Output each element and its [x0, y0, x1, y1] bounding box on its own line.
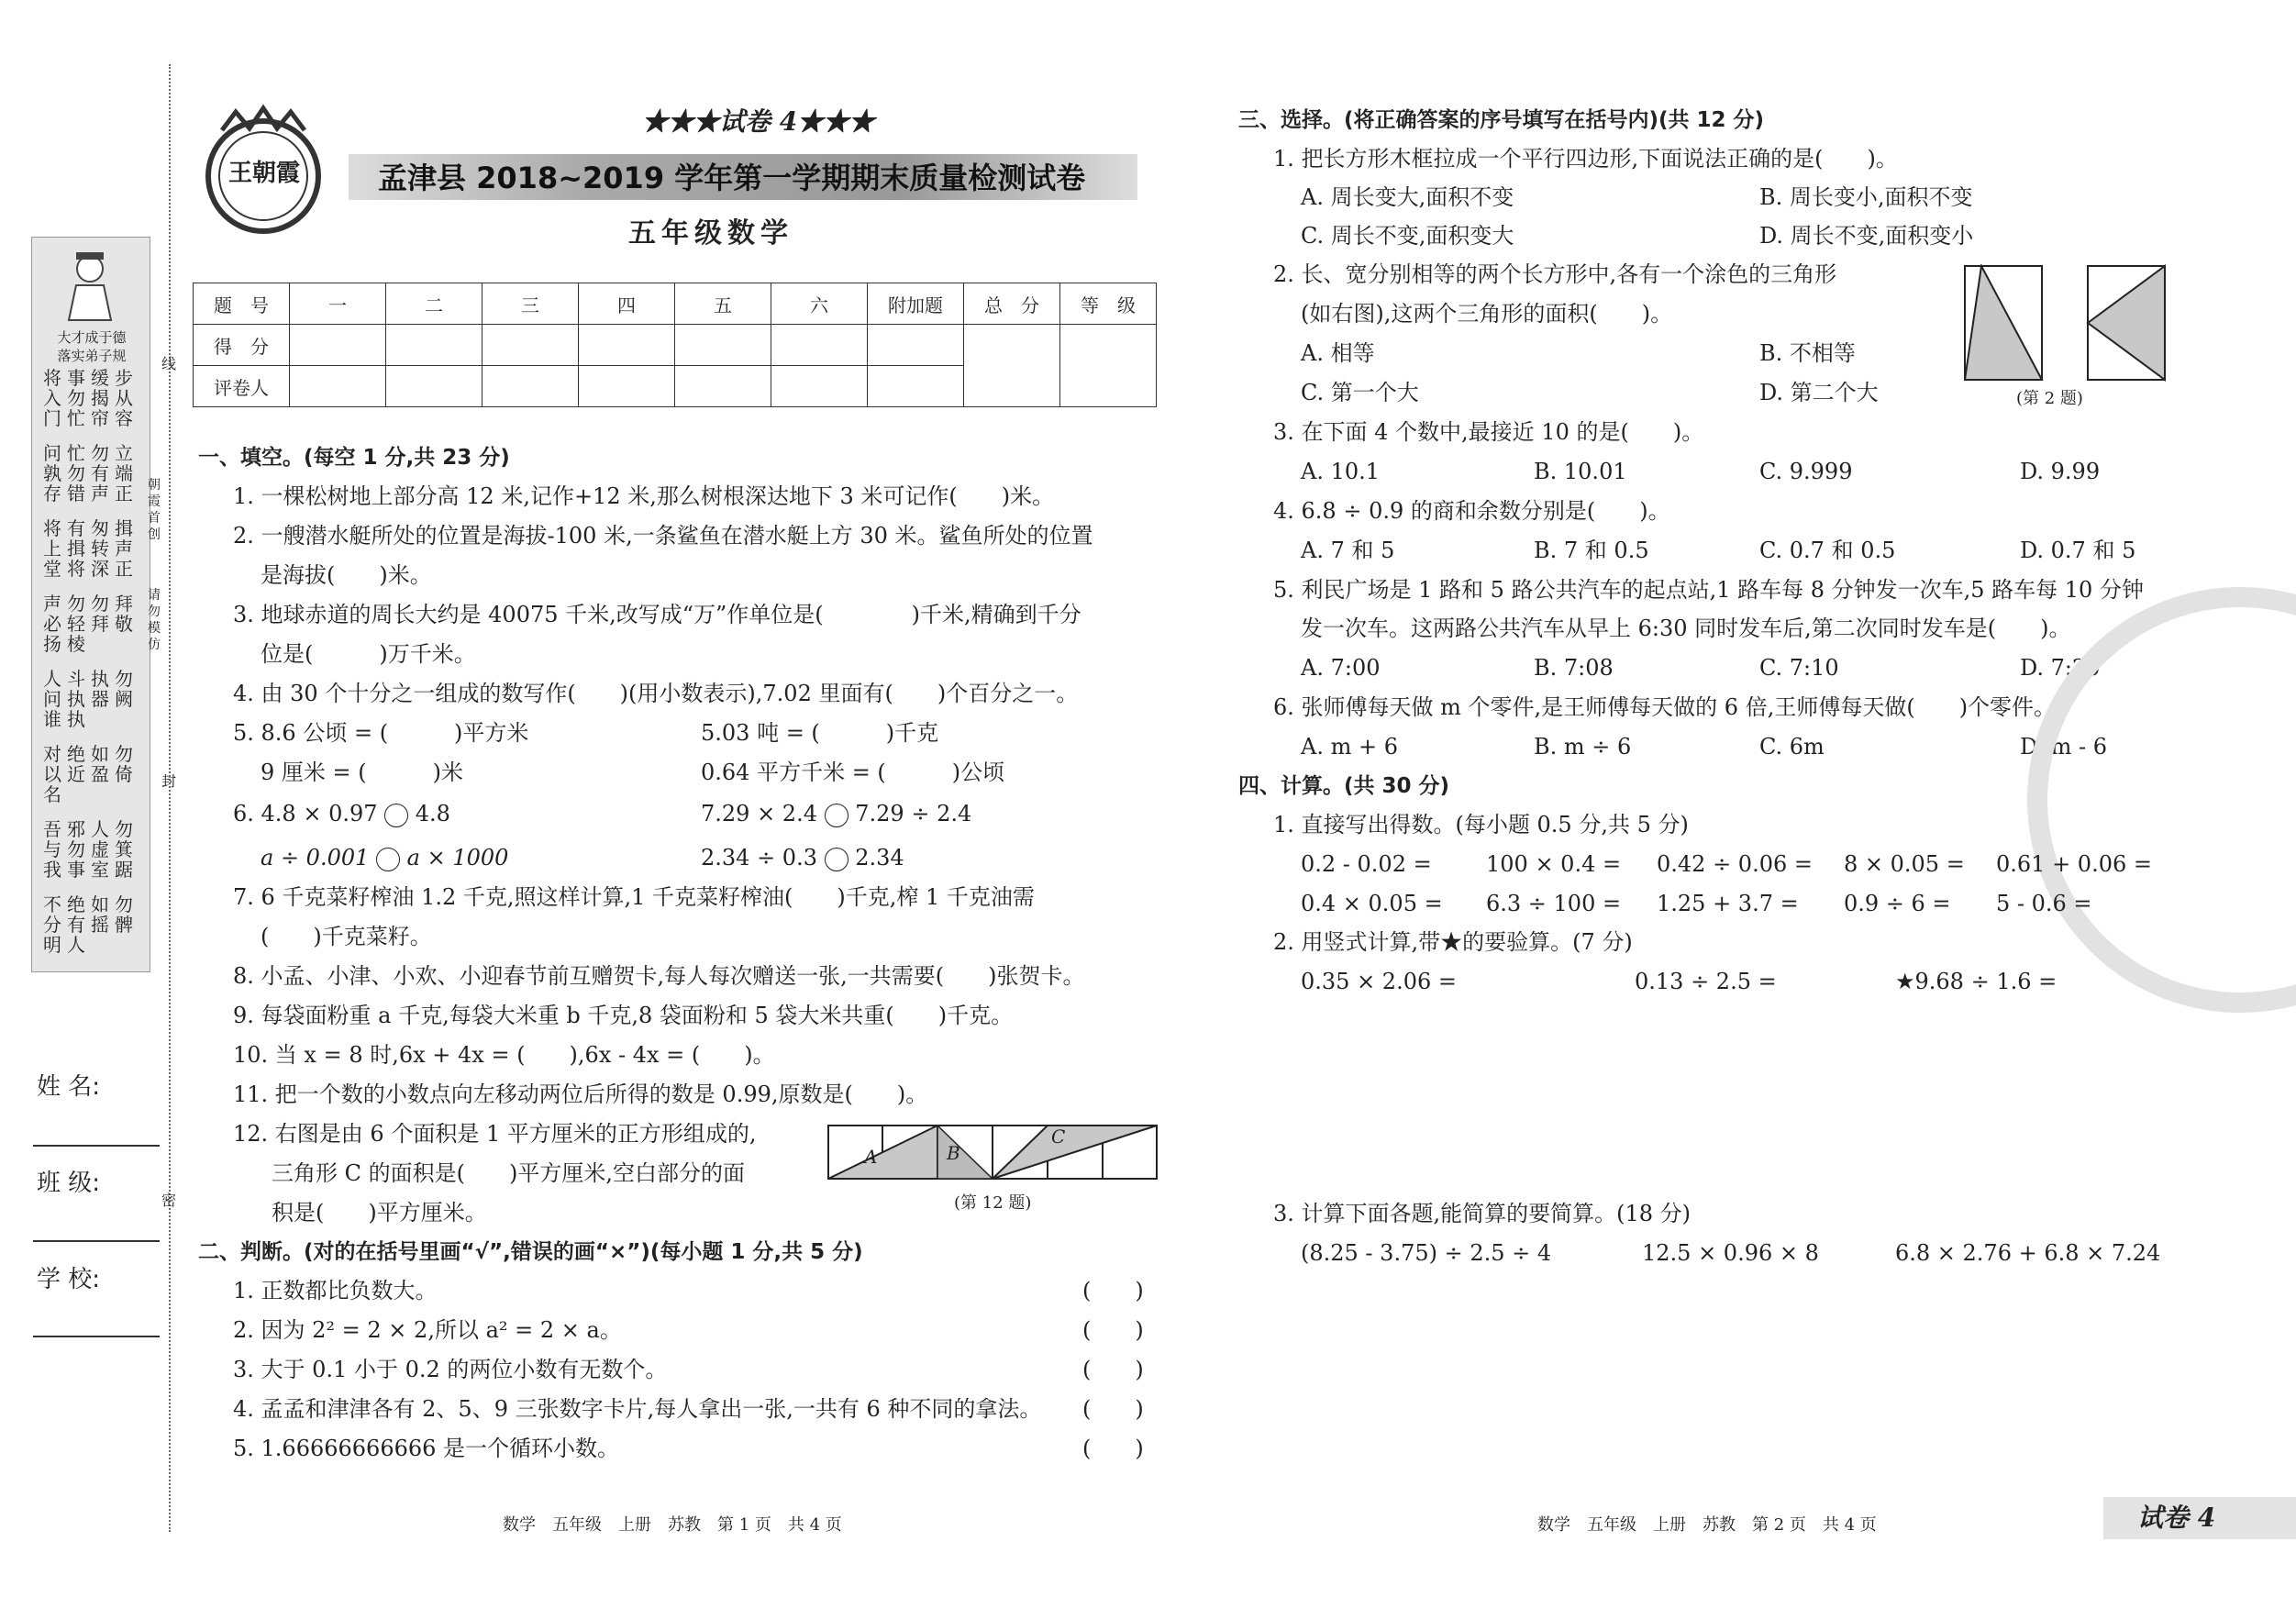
s1-q8: 8. 小孟、小津、小欢、小迎春节前互赠贺卡,每人每次赠送一张,一共需要( )张贺卡。 [233, 963, 1085, 989]
fig12-caption: (第 12 题) [954, 1193, 1032, 1213]
s3-q5-opt-b[interactable]: B. 7:08 [1534, 655, 1614, 681]
exam-title: 孟津县 2018~2019 学年第一学期期末质量检测试卷 [378, 161, 1086, 195]
compare-circle[interactable] [384, 804, 408, 827]
score-cell[interactable] [579, 325, 675, 366]
rule-column: 执器 [91, 668, 109, 710]
class-field[interactable] [33, 1240, 160, 1242]
s1-q12c: 积是( )平方厘米。 [272, 1200, 487, 1225]
judgement-answer-blank[interactable]: ( ) [1082, 1396, 1144, 1422]
s1-q10: 10. 当 x = 8 时,6x + 4x = ( ),6x - 4x = ( )。 [233, 1042, 775, 1068]
s1-q1: 1. 一棵松树地上部分高 12 米,记作+12 米,那么树根深达地下 3 米可记作( )米。 [233, 483, 1055, 509]
grader-cell[interactable] [771, 366, 868, 407]
s1-q6c-right: a × 1000 [406, 845, 509, 871]
sidebar-motto-panel [31, 237, 150, 972]
s4-p1-r1-2: 0.42 ÷ 0.06 = [1657, 851, 1813, 877]
score-cell[interactable] [868, 325, 964, 366]
s4-p3: 3. 计算下面各题,能简算的要简算。(18 分) [1273, 1201, 1691, 1226]
rule-column: 斗执执 [67, 668, 85, 730]
score-header-cell: 等 级 [1060, 283, 1157, 325]
s3-q2-opt-a[interactable]: A. 相等 [1301, 340, 1375, 366]
motto-line-1: 大才成于德 [57, 329, 127, 346]
s1-q11: 11. 把一个数的小数点向左移动两位后所得的数是 0.99,原数是( )。 [233, 1081, 928, 1107]
s4-p1: 1. 直接写出得数。(每小题 0.5 分,共 5 分) [1273, 812, 1689, 837]
s4-p1-r1-4: 0.61 + 0.06 = [1996, 851, 2152, 877]
s1-q5d: 0.64 平方千米 = ( )公顷 [701, 760, 1005, 785]
rule-column: 有揖将 [67, 517, 85, 580]
score-header-cell: 一 [290, 283, 386, 325]
school-field[interactable] [33, 1336, 160, 1337]
score-header-cell: 题 号 [194, 283, 290, 325]
s1-q6d-left: 2.34 ÷ 0.3 [701, 845, 817, 871]
s1-q6b-left: 7.29 × 2.4 [701, 801, 817, 826]
total-cell[interactable] [964, 325, 1060, 407]
score-cell[interactable] [290, 325, 386, 366]
fig12-label-a: A [864, 1146, 878, 1168]
score-table [193, 283, 1157, 407]
rule-column: 如摇 [91, 893, 109, 936]
s1-q7b: ( )千克菜籽。 [261, 924, 432, 949]
s3-q4-opt-b[interactable]: B. 7 和 0.5 [1534, 538, 1649, 563]
judgement-item: 5. 1.66666666666 是一个循环小数。 [233, 1436, 620, 1461]
s3-q4-opt-c[interactable]: C. 0.7 和 0.5 [1759, 538, 1896, 563]
s3-q3: 3. 在下面 4 个数中,最接近 10 的是( )。 [1273, 419, 1704, 445]
s4-p1-r2-3: 0.9 ÷ 6 = [1844, 891, 1951, 916]
s3-q3-opt-a[interactable]: A. 10.1 [1301, 459, 1381, 484]
name-field[interactable] [33, 1145, 160, 1147]
rule-column: 立端正 [115, 442, 133, 505]
s1-q6a-left: 6. 4.8 × 0.97 [233, 801, 378, 826]
s4-p3-item-1: 12.5 × 0.96 × 8 [1642, 1240, 1819, 1266]
cut-mark-seal: 封 [161, 772, 177, 790]
s3-q1: 1. 把长方形木框拉成一个平行四边形,下面说法正确的是( )。 [1273, 146, 1898, 172]
judgement-item: 2. 因为 2² = 2 × 2,所以 a² = 2 × a。 [233, 1317, 622, 1343]
s4-p1-r2-1: 6.3 ÷ 100 = [1486, 891, 1622, 916]
score-header-cell: 四 [579, 283, 675, 325]
rule-column: 缓揭帘 [91, 367, 109, 429]
s3-q5b: 发一次车。这两路公共汽车从早上 6:30 同时发车后,第二次同时发车是( )。 [1301, 616, 2071, 641]
grader-cell[interactable] [482, 366, 579, 407]
s1-q5b: 5.03 吨 = ( )千克 [701, 720, 939, 746]
rule-column: 匆转深 [91, 517, 109, 580]
s3-q2-opt-b[interactable]: B. 不相等 [1759, 340, 1856, 366]
stamp-text-1: 朝霞首创 [148, 478, 161, 542]
s3-q1-opt-b[interactable]: B. 周长变小,面积不变 [1759, 184, 1973, 210]
s4-p1-r2-2: 1.25 + 3.7 = [1657, 891, 1799, 916]
s1-q12a: 12. 右图是由 6 个面积是 1 平方厘米的正方形组成的, [233, 1121, 757, 1147]
s1-q2b: 是海拔( )米。 [261, 562, 432, 588]
rule-column: 对以名 [43, 743, 61, 805]
rule-column: 步从容 [115, 367, 133, 429]
s1-q7a: 7. 6 千克菜籽榨油 1.2 千克,照这样计算,1 千克菜籽榨油( )千克,榨 1 千克油需 [233, 884, 1035, 910]
compare-circle[interactable] [825, 804, 849, 827]
rule-column: 勿轻棱 [67, 593, 85, 655]
school-label: 学 校: [37, 1266, 101, 1293]
section1-title: 一、填空。(每空 1 分,共 23 分) [198, 446, 510, 470]
grade-cell[interactable] [1060, 325, 1157, 407]
rule-column: 揖声正 [115, 517, 133, 580]
rule-column: 勿阙 [115, 668, 133, 710]
grader-cell[interactable] [386, 366, 482, 407]
work-area-simplify[interactable] [1301, 1281, 2181, 1482]
rule-column: 吾与我 [43, 818, 61, 881]
s1-q12b: 三角形 C 的面积是( )平方厘米,空白部分的面 [272, 1160, 745, 1186]
compare-circle[interactable] [376, 848, 400, 871]
judgement-answer-blank[interactable]: ( ) [1082, 1357, 1144, 1382]
cut-mark-secret: 密 [161, 1192, 177, 1209]
footer-right: 数学 五年级 上册 苏教 第 2 页 共 4 页 [1537, 1515, 1877, 1535]
s1-q3a: 3. 地球赤道的周长大约是 40075 千米,改写成“万”作单位是( )千米,精确到千分 [233, 602, 1081, 627]
s3-q2-opt-d[interactable]: D. 第二个大 [1759, 380, 1879, 405]
s3-q1-opt-a[interactable]: A. 周长变大,面积不变 [1301, 184, 1514, 210]
s1-q6d [701, 844, 904, 871]
rule-column: 声必扬 [43, 593, 61, 655]
class-label: 班 级: [37, 1170, 101, 1197]
secret-watermark-icon [2027, 587, 2296, 1013]
figure-q2 [1963, 264, 2167, 387]
s3-q4-opt-d[interactable]: D. 0.7 和 5 [2020, 538, 2136, 563]
score-cell[interactable] [771, 325, 868, 366]
score-header-cell: 六 [771, 283, 868, 325]
s3-q1-opt-d[interactable]: D. 周长不变,面积变小 [1759, 223, 1974, 249]
rule-column: 人虚室 [91, 818, 109, 881]
work-area-vertical[interactable] [1301, 1009, 2181, 1192]
fig12-label-b: B [947, 1142, 960, 1164]
rule-column: 将入门 [43, 367, 61, 429]
s4-p1-r1-0: 0.2 - 0.02 = [1301, 851, 1432, 877]
fig12-label-c: C [1051, 1126, 1066, 1148]
score-header-row [194, 283, 1157, 325]
rule-column: 忙勿错 [67, 442, 85, 505]
score-header-cell: 附加题 [868, 283, 964, 325]
s3-q5-opt-a[interactable]: A. 7:00 [1301, 655, 1381, 681]
motto-line-2: 落实弟子规 [57, 348, 127, 364]
s1-q6b-right: 7.29 ÷ 2.4 [855, 801, 972, 826]
judgement-answer-blank[interactable]: ( ) [1082, 1317, 1144, 1343]
rule-column: 邪勿事 [67, 818, 85, 881]
s4-p1-r1-3: 8 × 0.05 = [1844, 851, 1965, 877]
figure-12 [827, 1125, 1159, 1185]
grader-cell[interactable] [868, 366, 964, 407]
judgement-item: 4. 孟孟和津津各有 2、5、9 三张数字卡片,每人拿出一张,一共有 6 种不同的拿法。 [233, 1396, 1042, 1422]
s3-q3-opt-d[interactable]: D. 9.99 [2020, 459, 2101, 484]
s3-q5a: 5. 利民广场是 1 路和 5 路公共汽车的起点站,1 路车每 8 分钟发一次车,5 路车每 10 分钟 [1273, 577, 2144, 603]
score-cell[interactable] [675, 325, 771, 366]
cut-mark-line: 线 [161, 355, 177, 372]
score-cell[interactable] [386, 325, 482, 366]
s3-q2b: (如右图),这两个三角形的面积( )。 [1301, 301, 1673, 327]
section3-title: 三、选择。(将正确答案的序号填写在括号内)(共 12 分) [1238, 108, 1765, 132]
name-label: 姓 名: [37, 1073, 101, 1101]
s3-q6-opt-c[interactable]: C. 6m [1759, 734, 1825, 760]
judgement-answer-blank[interactable]: ( ) [1082, 1278, 1144, 1303]
score-header-cell: 二 [386, 283, 482, 325]
rule-column: 拜敬 [115, 593, 133, 635]
s3-q5-opt-c[interactable]: C. 7:10 [1759, 655, 1839, 681]
score-cell[interactable] [482, 325, 579, 366]
section4-title: 四、计算。(共 30 分) [1238, 774, 1450, 798]
series-label: ★★★试卷 4★★★ [642, 106, 875, 137]
s3-q3-opt-c[interactable]: C. 9.999 [1759, 459, 1853, 484]
score-header-cell: 总 分 [964, 283, 1060, 325]
score-row [194, 325, 1157, 366]
s1-q6d-right: 2.34 [855, 845, 904, 871]
s1-q3b: 位是( )万千米。 [261, 641, 476, 667]
s1-q6b [701, 800, 971, 827]
grader-row-label: 评卷人 [194, 366, 290, 407]
score-header-cell: 三 [482, 283, 579, 325]
judgement-answer-blank[interactable]: ( ) [1082, 1436, 1144, 1461]
rule-column: 人问谁 [43, 668, 61, 730]
s3-q6: 6. 张师傅每天做 m 个零件,是王师傅每天做的 6 倍,王师傅每天做( )个零件。 [1273, 694, 2057, 720]
s4-p3-item-0: (8.25 - 3.75) ÷ 2.5 ÷ 4 [1301, 1240, 1552, 1266]
grader-cell[interactable] [579, 366, 675, 407]
s3-q2a: 2. 长、宽分别相等的两个长方形中,各有一个涂色的三角形 [1273, 261, 1837, 287]
rule-column: 勿拜 [91, 593, 109, 635]
s3-q5-opt-d[interactable]: D. 7:20 [2020, 655, 2101, 681]
s1-q6a [233, 800, 450, 827]
s1-q5a: 5. 8.6 公顷 = ( )平方米 [233, 720, 529, 746]
stamp-text-2: 请勿模仿 [148, 588, 161, 652]
rule-column: 勿箕踞 [115, 818, 133, 881]
s3-q6-opt-b[interactable]: B. m ÷ 6 [1534, 734, 1632, 760]
rule-column: 如盈 [91, 743, 109, 785]
s4-p2: 2. 用竖式计算,带★的要验算。(7 分) [1273, 929, 1633, 955]
s1-q6c [261, 844, 508, 871]
s4-p2-item-0: 0.35 × 2.06 = [1301, 969, 1457, 994]
s3-q4-opt-a[interactable]: A. 7 和 5 [1301, 538, 1395, 563]
s4-p3-item-2: 6.8 × 2.76 + 6.8 × 7.24 [1895, 1240, 2161, 1266]
s1-q6a-right: 4.8 [415, 801, 450, 826]
s4-p1-r2-4: 5 - 0.6 = [1996, 891, 2092, 916]
rule-column: 将上堂 [43, 517, 61, 580]
rule-column: 勿有声 [91, 442, 109, 505]
s1-q2a: 2. 一艘潜水艇所处的位置是海拔-100 米,一条鲨鱼在潜水艇上方 30 米。鲨鱼所处的位置 [233, 523, 1093, 549]
s1-q6c-left: a ÷ 0.001 [261, 845, 370, 871]
judgement-item: 1. 正数都比负数大。 [233, 1278, 438, 1303]
q2-caption: (第 2 题) [2016, 389, 2083, 408]
scholar-figure-icon [58, 249, 122, 322]
footer-tag: 试卷 4 [2137, 1503, 2216, 1533]
s1-q5c: 9 厘米 = ( )米 [261, 760, 463, 785]
s4-p2-item-2: ★9.68 ÷ 1.6 = [1895, 969, 2058, 994]
score-row-label: 得 分 [194, 325, 290, 366]
s4-p1-r2-0: 0.4 × 0.05 = [1301, 891, 1443, 916]
s1-q9: 9. 每袋面粉重 a 千克,每袋大米重 b 千克,8 袋面粉和 5 袋大米共重( )千克。 [233, 1003, 1014, 1028]
logo-text: 王朝霞 [227, 160, 300, 187]
s4-p2-item-1: 0.13 ÷ 2.5 = [1635, 969, 1777, 994]
s3-q6-opt-a[interactable]: A. m + 6 [1301, 734, 1398, 760]
s3-q3-opt-b[interactable]: B. 10.01 [1534, 459, 1627, 484]
s3-q2-opt-c[interactable]: C. 第一个大 [1301, 380, 1419, 405]
s1-q4: 4. 由 30 个十分之一组成的数写作( )(用小数表示),7.02 里面有( )个百分之一。 [233, 681, 1079, 706]
rule-column: 问孰存 [43, 442, 61, 505]
section2-title: 二、判断。(对的在括号里画“√”,错误的画“×”)(每小题 1 分,共 5 分) [198, 1240, 863, 1264]
rule-column: 事勿忙 [67, 367, 85, 429]
compare-circle[interactable] [825, 848, 849, 871]
rule-column: 绝有人 [67, 893, 85, 956]
s3-q6-opt-d[interactable]: D. m - 6 [2020, 734, 2108, 760]
grader-cell[interactable] [675, 366, 771, 407]
score-header-cell: 五 [675, 283, 771, 325]
s3-q4: 4. 6.8 ÷ 0.9 的商和余数分别是( )。 [1273, 498, 1670, 524]
rule-column: 勿倚 [115, 743, 133, 785]
s4-p1-r1-1: 100 × 0.4 = [1486, 851, 1622, 877]
rule-column: 不分明 [43, 893, 61, 956]
s3-q1-opt-c[interactable]: C. 周长不变,面积变大 [1301, 223, 1514, 249]
judgement-item: 3. 大于 0.1 小于 0.2 的两位小数有无数个。 [233, 1357, 668, 1382]
subject-title: 五年级数学 [628, 217, 793, 250]
footer-left: 数学 五年级 上册 苏教 第 1 页 共 4 页 [503, 1515, 842, 1535]
rule-column: 绝近 [67, 743, 85, 785]
fold-line [169, 64, 171, 1532]
grader-cell[interactable] [290, 366, 386, 407]
rule-column: 勿髀 [115, 893, 133, 936]
